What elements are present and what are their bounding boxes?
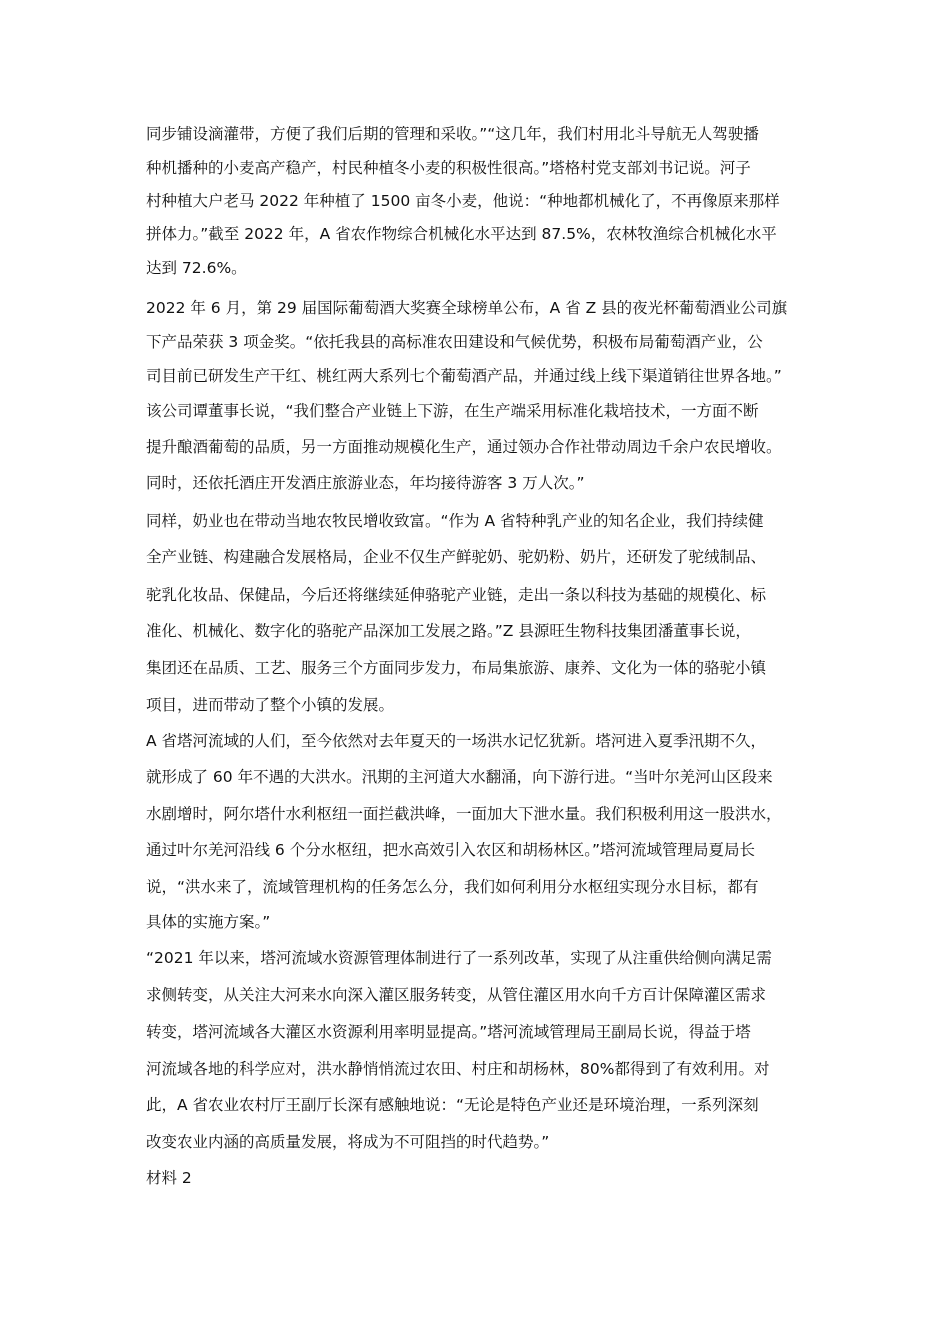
- paragraph-line: 种机播种的小麦高产稳产，村民种植冬小麦的积极性很高。”塔格村党支部刘书记说。河子: [146, 159, 751, 177]
- paragraph-line: “2021 年以来，塔河流域水资源管理体制进行了一系列改革，实现了从注重供给侧向满足需: [146, 949, 772, 967]
- paragraph-line: 达到 72.6%。: [146, 259, 247, 277]
- paragraph-line: 提升酿酒葡萄的品质，另一方面推动规模化生产，通过领办合作社带动周边千余户农民增收。: [146, 438, 782, 456]
- paragraph-line: 拼体力。”截至 2022 年，A 省农作物综合机械化水平达到 87.5%，农林牧渔综合机械化水平: [146, 225, 777, 243]
- paragraph-line: 下产品荣获 3 项金奖。“依托我县的高标准农田建设和气候优势，积极布局葡萄酒产业，公: [146, 333, 763, 351]
- paragraph-line: 驼乳化妆品、保健品，今后还将继续延伸骆驼产业链，走出一条以科技为基础的规模化、标: [146, 586, 767, 604]
- paragraph-line: 河流域各地的科学应对，洪水静悄悄流过农田、村庄和胡杨林，80%都得到了有效利用。对: [146, 1060, 770, 1078]
- paragraph-line: 说，“洪水来了，流域管理机构的任务怎么分，我们如何利用分水枢纽实现分水目标，都有: [146, 878, 759, 896]
- paragraph-line: 项目，进而带动了整个小镇的发展。: [146, 696, 395, 714]
- paragraph-line: 同时，还依托酒庄开发酒庄旅游业态，年均接待游客 3 万人次。”: [146, 474, 585, 492]
- paragraph-line: 村种植大户老马 2022 年种植了 1500 亩冬小麦，他说：“种地都机械化了，不再像原来那样: [146, 192, 780, 210]
- section-heading: 材料 2: [146, 1169, 192, 1187]
- paragraph-line: 改变农业内涵的高质量发展，将成为不可阻挡的时代趋势。”: [146, 1133, 550, 1151]
- paragraph-line: 同样，奶业也在带动当地农牧民增收致富。“作为 A 省特种乳产业的知名企业，我们持续健: [146, 512, 764, 530]
- paragraph-line: 全产业链、构建融合发展格局，企业不仅生产鲜驼奶、驼奶粉、奶片，还研发了驼绒制品、: [146, 548, 767, 566]
- paragraph-line: 求侧转变，从关注大河来水向深入灌区服务转变，从管住灌区用水向千方百计保障灌区需求: [146, 986, 767, 1004]
- paragraph-line: 通过叶尔羌河沿线 6 个分水枢纽，把水高效引入农区和胡杨林区。”塔河流域管理局夏局长: [146, 841, 755, 859]
- paragraph-line: 具体的实施方案。”: [146, 913, 271, 931]
- paragraph-line: 司目前已研发生产干红、桃红两大系列七个葡萄酒产品，并通过线上线下渠道销往世界各地。”: [146, 367, 782, 385]
- paragraph-line: 就形成了 60 年不遇的大洪水。汛期的主河道大水翻涌，向下游行进。“当叶尔羌河山区段来: [146, 768, 773, 786]
- paragraph-line: 集团还在品质、工艺、服务三个方面同步发力，布局集旅游、康养、文化为一体的骆驼小镇: [146, 659, 767, 677]
- paragraph-line: 此，A 省农业农村厅王副厅长深有感触地说：“无论是特色产业还是环境治理，一系列深刻: [146, 1096, 759, 1114]
- paragraph-line: 同步铺设滴灌带，方便了我们后期的管理和采收。”“这几年，我们村用北斗导航无人驾驶播: [146, 125, 759, 143]
- paragraph-line: 该公司谭董事长说，“我们整合产业链上下游，在生产端采用标准化栽培技术，一方面不断: [146, 402, 759, 420]
- paragraph-line: 转变，塔河流域各大灌区水资源利用率明显提高。”塔河流域管理局王副局长说，得益于塔: [146, 1023, 751, 1041]
- paragraph-line: 水剧增时，阿尔塔什水利枢纽一面拦截洪峰，一面加大下泄水量。我们积极利用这一股洪水，: [146, 805, 782, 823]
- paragraph-line: 2022 年 6 月，第 29 届国际葡萄酒大奖赛全球榜单公布，A 省 Z 县的夜光杯葡萄酒业公司旗: [146, 299, 788, 317]
- paragraph-line: A 省塔河流域的人们，至今依然对去年夏天的一场洪水记忆犹新。塔河进入夏季汛期不久，: [146, 732, 767, 750]
- paragraph-line: 准化、机械化、数字化的骆驼产品深加工发展之路。”Z 县源旺生物科技集团潘董事长说，: [146, 622, 751, 640]
